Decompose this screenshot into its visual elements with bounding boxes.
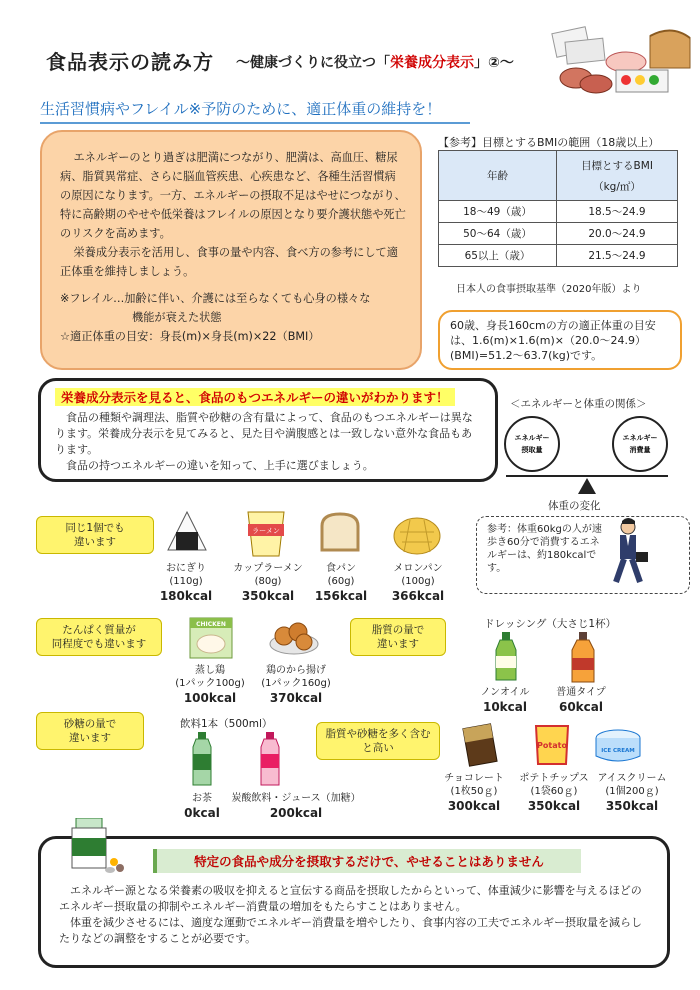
food-amount: (1パック100g) xyxy=(175,678,245,689)
subtitle-emphasis: 栄養成分表示 xyxy=(390,55,474,71)
bmi-table-caption: 【参考】目標とするBMIの範囲（18歳以上） xyxy=(438,136,660,149)
bmi-age-cell: 65以上（歳） xyxy=(439,245,557,267)
food-name: ノンオイル xyxy=(480,687,530,698)
frailty-note-cont: 機能が衰えた状態 xyxy=(132,311,222,324)
supplement-warning-text xyxy=(59,883,649,947)
supplement-warning-heading: 特定の食品や成分を摂取するだけで、やせることはありません xyxy=(153,849,581,873)
intro-paragraph-2: 栄養成分表示を活用し、食事の量や内容、食べ方の参考にして適正体重を維持しましょう。 xyxy=(60,246,398,278)
food-kcal: 366kcal xyxy=(391,589,445,603)
food-amount: (100g) xyxy=(401,576,435,587)
food-name: ポテトチップス xyxy=(519,773,589,784)
fried-chicken-icon xyxy=(268,616,320,660)
food-cup-noodle xyxy=(222,562,314,603)
bmi-col-target xyxy=(557,151,678,201)
food-amount: (1袋60ｇ) xyxy=(530,786,578,797)
food-kcal: 156kcal xyxy=(314,589,368,603)
ice-cream-icon xyxy=(594,726,642,766)
food-nonoil-dressing xyxy=(472,686,538,714)
food-name: メロンパン xyxy=(393,563,443,574)
target-weight-note: ☆適正体重の目安：身長(m)×身長(m)×22（BMI） xyxy=(60,330,320,343)
food-bread xyxy=(306,562,376,603)
subtitle-suffix: 」②～ xyxy=(474,55,514,71)
food-amount: (60g) xyxy=(327,576,355,587)
bread-icon xyxy=(318,512,362,554)
chocolate-icon xyxy=(460,722,500,768)
food-potato-chips xyxy=(512,772,596,813)
food-name: チョコレート xyxy=(444,773,504,784)
onigiri-icon xyxy=(166,510,208,554)
drink-title: 飲料1本（500ml） xyxy=(180,718,273,730)
balance-scale-illustration xyxy=(498,414,676,498)
food-tea xyxy=(176,792,228,820)
melonpan-icon xyxy=(392,512,442,556)
food-fried-chicken xyxy=(252,664,340,705)
weight-change-caption: 体重の変化 xyxy=(548,500,601,512)
supplement-bottle-icon xyxy=(66,818,126,876)
food-amount: (110g) xyxy=(169,576,203,587)
food-kcal: 180kcal xyxy=(159,589,213,603)
group-tag-protein xyxy=(36,618,162,656)
group-tag-sugar-text: 砂糖の量で 違います xyxy=(63,718,117,744)
balance-title: ＜エネルギーと体重の関係＞ xyxy=(510,398,647,410)
bmi-value-cell: 18.5～24.9 xyxy=(557,201,678,223)
food-kcal: 370kcal xyxy=(269,691,323,705)
balance-right-line2: 消費量 xyxy=(629,446,651,454)
frailty-note: ※フレイル…加齢に伴い、介護には至らなくても心身の様々な xyxy=(60,292,371,305)
regular-dressing-icon xyxy=(568,632,598,684)
bmi-value-cell: 21.5～24.9 xyxy=(557,245,678,267)
energy-paragraph-1: 食品の種類や調理法、脂質や砂糖の含有量によって、食品のもつエネルギーは異なります。栄養成分表示を見てみると、見た目や満腹感とは一致しない意外な食品もあります。 xyxy=(55,411,473,456)
group-tag-fat-sugar-text: 脂質や砂糖を多く含む と高い xyxy=(325,728,431,754)
supplement-paragraph-1: エネルギー源となる栄養素の吸収を抑えると宣伝する商品を摂取したからといって、体重減少に影響を与えるほどのエネルギー摂取量の抑制やエネルギー消費量の増加をもたらすことはありません。 xyxy=(59,884,642,913)
food-onigiri xyxy=(150,562,222,603)
bmi-table xyxy=(438,150,678,267)
food-kcal: 200kcal xyxy=(269,806,323,820)
food-amount: (80g) xyxy=(254,576,282,587)
nonoil-dressing-icon xyxy=(492,632,520,682)
balance-right-line1: エネルギー xyxy=(622,434,658,442)
bmi-age-cell: 18～49（歳） xyxy=(439,201,557,223)
food-amount: (1パック160g) xyxy=(261,678,331,689)
food-melonpan xyxy=(380,562,456,603)
bmi-example-box: 60歳、身長160cmの方の適正体重の目安は、1.6(m)×1.6(m)×（20.0～24.9）(BMI)=51.2～63.7(kg)です。 xyxy=(438,310,682,370)
energy-heading: 栄養成分表示を見ると、食品のもつエネルギーの違いがわかります！ xyxy=(55,388,455,406)
header-food-illustration xyxy=(546,22,696,98)
food-name: カップラーメン xyxy=(233,563,303,574)
bmi-header-row xyxy=(439,151,678,201)
intro-paragraph-1: エネルギーのとり過ぎは肥満につながり、肥満は、高血圧、糖尿病、脂質異常症、さらに脳血管疾患、心疾患など、各種生活習慣病の原因になります。一方、エネルギーの摂取不足はやせにつながり、特に高齢期のやせや低栄養はフレイルの原因となり要介護状態や死亡のリスクを高めます。 xyxy=(60,151,406,240)
bmi-age-cell: 50～64（歳） xyxy=(439,223,557,245)
food-kcal: 10kcal xyxy=(482,700,527,714)
food-kcal: 100kcal xyxy=(183,691,237,705)
food-regular-dressing xyxy=(544,686,618,714)
food-kcal: 300kcal xyxy=(447,799,501,813)
food-juice xyxy=(222,792,370,820)
group-tag-sugar xyxy=(36,712,144,750)
food-name: アイスクリーム xyxy=(597,773,667,784)
food-amount: (1個200ｇ) xyxy=(605,786,659,797)
page-title: 食品表示の読み方 xyxy=(46,50,214,74)
group-tag-fat xyxy=(350,618,446,656)
chips-package-label: Potato xyxy=(537,741,567,750)
food-name: 蒸し鶏 xyxy=(195,665,225,676)
food-chocolate xyxy=(434,772,514,813)
food-kcal: 0kcal xyxy=(184,806,220,820)
table-row xyxy=(439,245,678,267)
food-kcal: 350kcal xyxy=(241,589,295,603)
food-name: 食パン xyxy=(326,563,356,574)
section1-heading: 生活習慣病やフレイル※予防のために、適正体重の維持を！ xyxy=(40,98,470,124)
bmi-value-cell: 20.0～24.9 xyxy=(557,223,678,245)
food-kcal: 60kcal xyxy=(558,700,603,714)
table-row xyxy=(439,201,678,223)
subtitle-prefix: ～健康づくりに役立つ「 xyxy=(236,55,390,71)
cup-noodle-icon xyxy=(244,508,288,558)
steamed-chicken-icon xyxy=(188,616,234,660)
lifestyle-disease-box xyxy=(40,130,422,370)
dressing-title: ドレッシング（大さじ1杯） xyxy=(484,618,617,630)
food-name: おにぎり xyxy=(166,563,206,574)
food-name: 鶏のから揚げ xyxy=(266,665,326,676)
group-tag-protein-text: たんぱく質量が 同程度でも違います xyxy=(51,624,147,650)
walking-reference-text: 参考：体重60kgの人が速歩き60分で消費するエネルギーは、約180kcalです。 xyxy=(487,524,602,574)
food-name: 炭酸飲料・ジュース（加糖） xyxy=(231,793,361,804)
bmi-col-age: 年齢 xyxy=(439,151,557,201)
cup-noodle-label: ラーメン xyxy=(252,527,280,535)
bmi-source: 日本人の食事摂取基準（2020年版）より xyxy=(456,284,642,295)
food-amount: (1枚50ｇ) xyxy=(450,786,498,797)
food-kcal: 350kcal xyxy=(605,799,659,813)
energy-paragraph-2: 食品の持つエネルギーの違いを知って、上手に選びましょう。 xyxy=(66,459,374,472)
energy-difference-box xyxy=(38,378,498,482)
walking-man-icon xyxy=(604,518,654,590)
food-kcal: 350kcal xyxy=(527,799,581,813)
supplement-warning-box xyxy=(38,836,670,968)
food-name: 普通タイプ xyxy=(556,687,606,698)
chicken-package-label: CHICKEN xyxy=(196,621,226,628)
bmi-col-target-label: 目標とするBMI xyxy=(581,159,653,172)
food-name: お茶 xyxy=(192,793,212,804)
food-ice-cream xyxy=(590,772,674,813)
balance-left-line1: エネルギー xyxy=(514,434,550,442)
ice-cream-label: ICE CREAM xyxy=(601,748,635,754)
walking-reference-box xyxy=(476,516,690,594)
juice-bottle-icon xyxy=(256,732,284,788)
food-steamed-chicken xyxy=(170,664,250,705)
group-tag-fat-sugar xyxy=(316,722,440,760)
table-row xyxy=(439,223,678,245)
group-tag-same-one-text: 同じ1個でも 違います xyxy=(65,522,125,548)
page-subtitle xyxy=(236,52,514,72)
bmi-col-unit: （kg/㎡） xyxy=(593,180,641,193)
balance-left-line2: 摂取量 xyxy=(521,446,543,454)
group-tag-fat-text: 脂質の量で 違います xyxy=(371,624,425,650)
tea-bottle-icon xyxy=(188,732,216,788)
supplement-paragraph-2: 体重を減少させるには、適度な運動でエネルギー消費量を増やしたり、食事内容の工夫でエネルギー摂取量を減らしたりなどの調整をすることが必要です。 xyxy=(59,916,642,945)
group-tag-same-one xyxy=(36,516,154,554)
potato-chips-icon xyxy=(530,722,574,768)
